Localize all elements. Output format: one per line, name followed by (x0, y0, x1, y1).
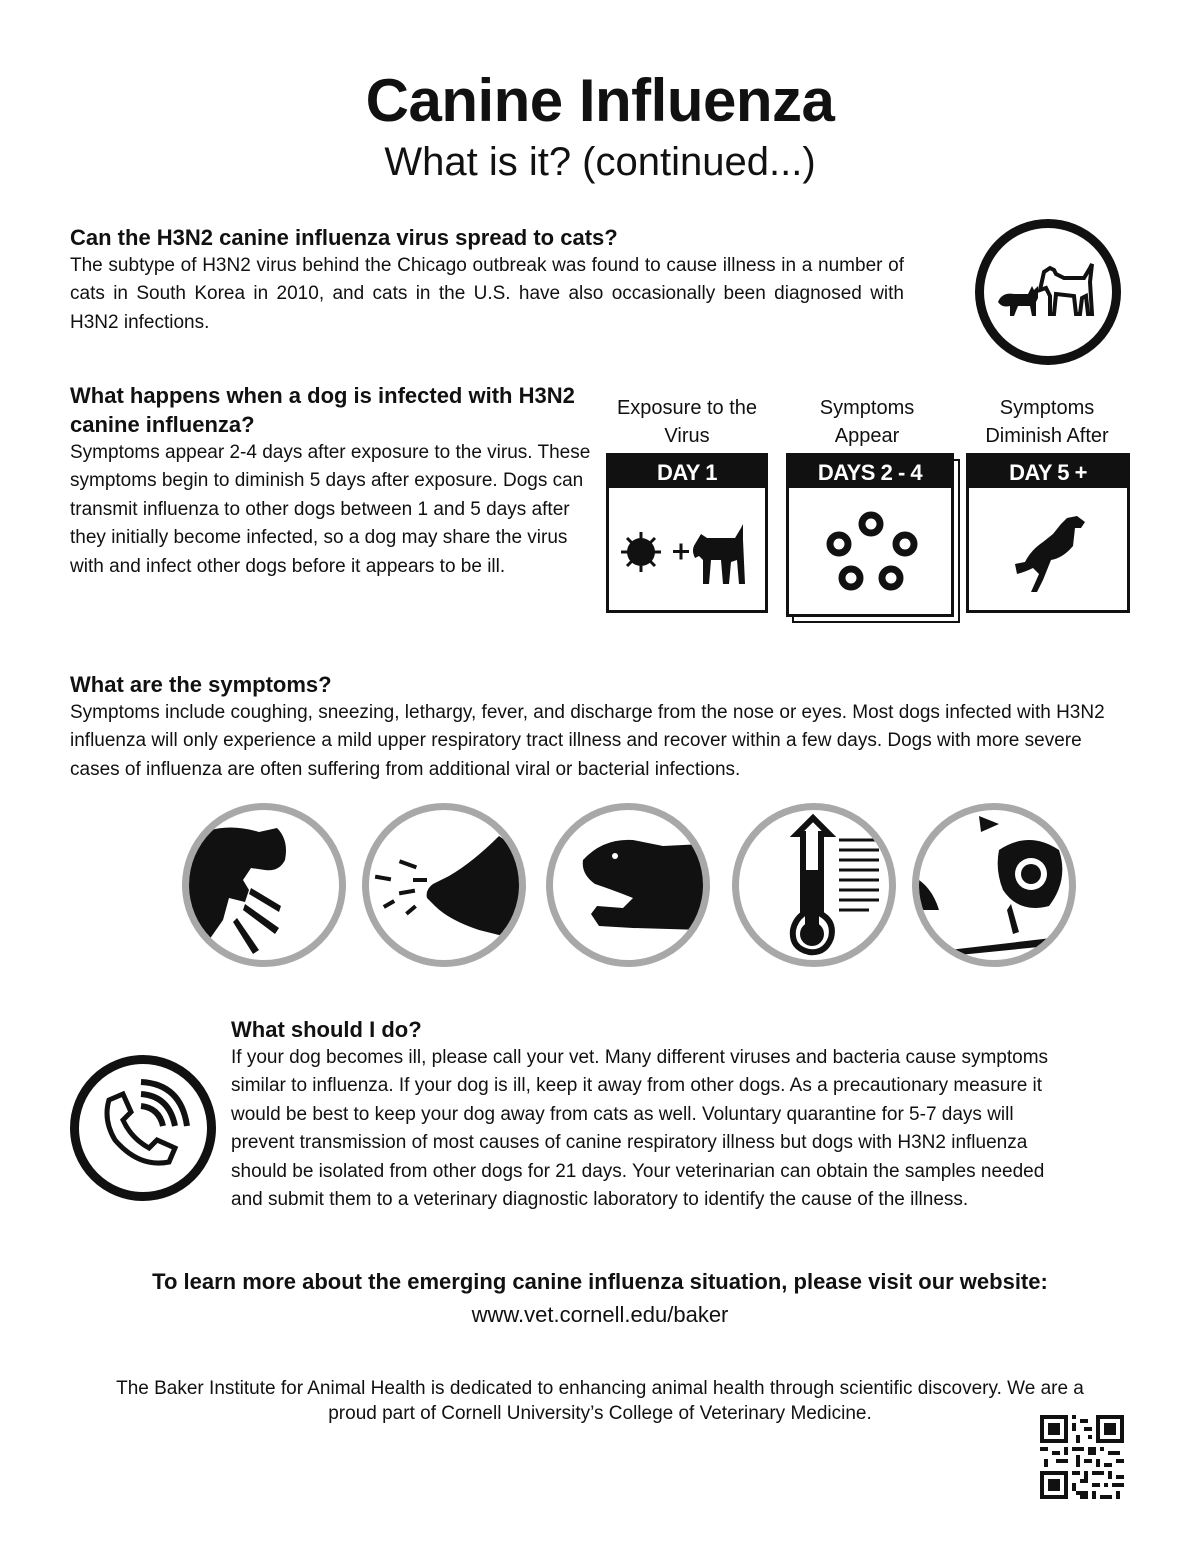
day-5-label: DAY 5 + (969, 456, 1127, 488)
page-subtitle: What is it? (continued...) (384, 140, 816, 184)
symptoms-body: Symptoms include coughing, sneezing, lethargy, fever, and discharge from the nose or eyes. Most dogs infected with H3N2 influenza will only experience a mild upper respiratory tract illness and recover within a few days. Dogs with more severe cases of influenza are often suffering from additional viral or bacterial infections. (70, 702, 1105, 780)
sneezing-icon (362, 803, 526, 967)
cta-text: To learn more about the emerging canine influenza situation, please visit our website: (152, 1269, 1048, 1294)
phone-call-icon (70, 1055, 216, 1201)
infection-heading: What happens when a dog is infected with H3N2 canine influenza? (70, 383, 575, 437)
timeline-caption-1: Exposure to the Virus (616, 397, 758, 447)
symptoms-section (70, 671, 1130, 784)
footer-text: The Baker Institute for Animal Health is dedicated to enhancing animal health through scientific discovery. We are a proud part of Cornell University’s College of Veterinary Medicine. (116, 1378, 1084, 1424)
action-section (231, 1016, 1066, 1214)
virus-plus-dog-icon (609, 488, 765, 610)
qr-code[interactable] (1040, 1415, 1124, 1499)
day-5-card (966, 453, 1130, 613)
page-title: Canine Influenza (365, 67, 835, 134)
action-body: If your dog becomes ill, please call your vet. Many different viruses and bacteria cause symptoms similar to influenza. If your dog is ill, keep it away from other dogs. As a precautionary measure it would be best to keep your dog away from cats as well. Voluntary quarantine for 5-7 days will prevent transmission of most causes of canine respiratory illness but dogs with H3N2 influenza should be isolated from other dogs for 21 days. Your veterinarian can obtain the samples needed and submit them to a veterinary diagnostic laboratory to identify the cause of the illness. (231, 1047, 1049, 1211)
website-link[interactable]: www.vet.cornell.edu/baker (471, 1302, 729, 1327)
dog-and-cat-icon (975, 219, 1121, 365)
virus-particles-icon (789, 488, 951, 614)
cats-body: The subtype of H3N2 virus behind the Chicago outbreak was found to cause illness in a number of cats in South Korea in 2010, and cats in the U.S. have also occasionally been diagnosed with H3N2 infections. (70, 255, 904, 333)
day-2-label: DAYS 2 - 4 (789, 456, 951, 488)
day-1-card (606, 453, 768, 613)
cats-heading: Can the H3N2 canine influenza virus spread to cats? (70, 225, 618, 250)
coughing-icon (182, 803, 346, 967)
eye-nose-discharge-icon (912, 803, 1076, 967)
infection-body: Symptoms appear 2-4 days after exposure to the virus. These symptoms begin to diminish 5 days after exposure. Dogs can transmit influenza to other dogs between 1 and 5 days after they initially become infected, so a dog may share the virus with and infect other dogs before it appears to be ill. (70, 442, 591, 577)
infection-section (70, 381, 594, 581)
lethargy-icon (546, 803, 710, 967)
fever-thermometer-icon (732, 803, 896, 967)
day-1-label: DAY 1 (609, 456, 765, 488)
timeline-caption-3: Symptoms Diminish After (985, 397, 1109, 447)
jumping-dog-icon (969, 488, 1127, 610)
symptoms-heading: What are the symptoms? (70, 672, 332, 697)
day-2-card (786, 453, 954, 617)
timeline-caption-2: Symptoms Appear (819, 397, 915, 447)
action-heading: What should I do? (231, 1017, 422, 1042)
cats-section (70, 224, 904, 337)
